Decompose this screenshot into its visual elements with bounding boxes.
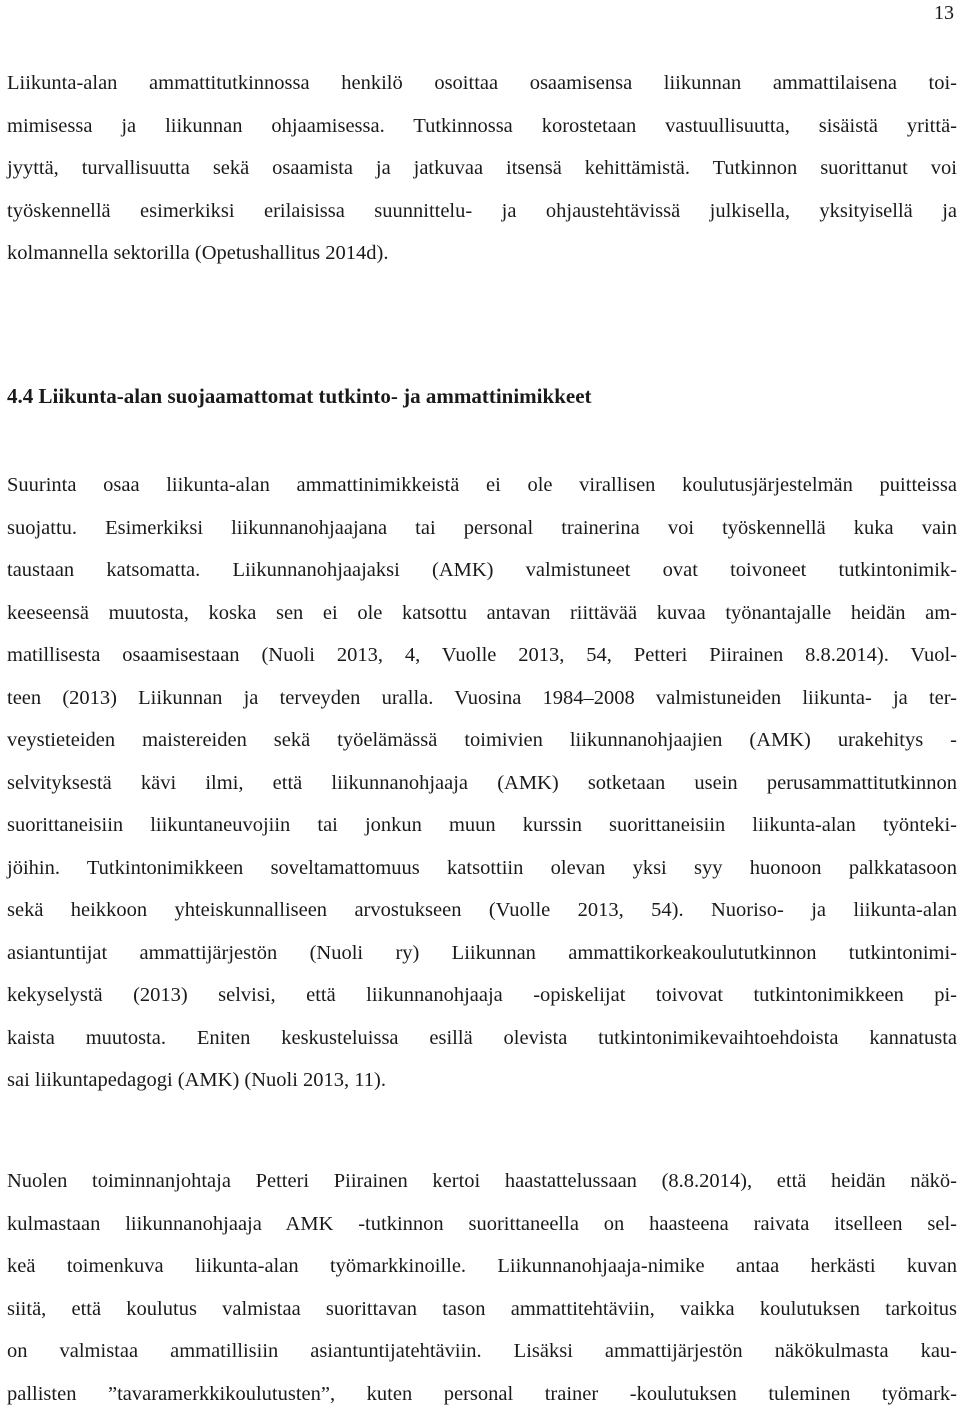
- text-line: suorittaneisiin liikuntaneuvojiin tai jonkun muun kurssin suorittaneisiin liikunta-alan työnteki-: [7, 804, 957, 847]
- text-line: taustaan katsomatta. Liikunnanohjaajaksi (AMK) valmistuneet ovat toivoneet tutkintonimik-: [7, 549, 957, 592]
- text-line: keeseensä muutosta, koska sen ei ole katsottu antavan riittävää kuvaa työnantajalle heidän am-: [7, 592, 957, 635]
- text-line: selvityksestä kävi ilmi, että liikunnanohjaaja (AMK) sotketaan usein perusammattitutkinnon: [7, 762, 957, 805]
- text-line: suojattu. Esimerkiksi liikunnanohjaajana tai personal trainerina voi työskennellä kuka vain: [7, 507, 957, 550]
- text-line: mimisessa ja liikunnan ohjaamisessa. Tutkinnossa korostetaan vastuullisuutta, sisäistä yrittä-: [7, 105, 957, 148]
- text-line: Suurinta osaa liikunta-alan ammattinimikkeistä ei ole virallisen koulutusjärjestelmän puitteissa: [7, 464, 957, 507]
- paragraph-degree-description: [7, 62, 957, 275]
- text-line: pallisten ”tavaramerkkikoulutusten”, kuten personal trainer -koulutuksen tuleminen työmark-: [7, 1373, 957, 1415]
- text-line: työskennellä esimerkiksi erilaisissa suunnittelu- ja ohjaustehtävissä julkisella, yksityisellä ja: [7, 190, 957, 233]
- text-line: Liikunta-alan ammattitutkinnossa henkilö osoittaa osaamisensa liikunnan ammattilaisena toi-: [7, 62, 957, 105]
- text-line: Nuolen toiminnanjohtaja Petteri Piirainen kertoi haastattelussaan (8.8.2014), että heidän näkö-: [7, 1160, 957, 1203]
- text-line: veystieteiden maistereiden sekä työelämässä toimivien liikunnanohjaajien (AMK) urakehitys -: [7, 719, 957, 762]
- paragraph-interview: [7, 1160, 957, 1415]
- text-line: on valmistaa ammatillisiin asiantuntijatehtäviin. Lisäksi ammattijärjestön näkökulmasta kau-: [7, 1330, 957, 1373]
- text-line: siitä, että koulutus valmistaa suorittavan tason ammattitehtäviin, vaikka koulutuksen tarkoitus: [7, 1288, 957, 1331]
- section-heading: 4.4 Liikunta-alan suojaamattomat tutkinto- ja ammattinimikkeet: [7, 376, 957, 416]
- paragraph-unprotected-titles: [7, 464, 957, 1102]
- text-line: kolmannella sektorilla (Opetushallitus 2014d).: [7, 232, 957, 275]
- text-line: kaista muutosta. Eniten keskusteluissa esillä olevista tutkintonimikevaihtoehdoista kannatusta: [7, 1017, 957, 1060]
- page-number: 13: [934, 0, 954, 26]
- text-line: jöihin. Tutkintonimikkeen soveltamattomuus katsottiin olevan yksi syy huonoon palkkatasoon: [7, 847, 957, 890]
- text-line: jyyttä, turvallisuutta sekä osaamista ja jatkuvaa itsensä kehittämistä. Tutkinnon suorittanut voi: [7, 147, 957, 190]
- text-line: matillisesta osaamisestaan (Nuoli 2013, 4, Vuolle 2013, 54, Petteri Piirainen 8.8.2014). Vuol-: [7, 634, 957, 677]
- text-line: keä toimenkuva liikunta-alan työmarkkinoille. Liikunnanohjaaja-nimike antaa herkästi kuvan: [7, 1245, 957, 1288]
- text-line: kekyselystä (2013) selvisi, että liikunnanohjaaja -opiskelijat toivovat tutkintonimikkeen pi-: [7, 974, 957, 1017]
- text-line: sai liikuntapedagogi (AMK) (Nuoli 2013, 11).: [7, 1059, 957, 1102]
- text-line: sekä heikkoon yhteiskunnalliseen arvostukseen (Vuolle 2013, 54). Nuoriso- ja liikunta-alan: [7, 889, 957, 932]
- text-line: teen (2013) Liikunnan ja terveyden uralla. Vuosina 1984–2008 valmistuneiden liikunta- ja ter-: [7, 677, 957, 720]
- text-line: asiantuntijat ammattijärjestön (Nuoli ry) Liikunnan ammattikorkeakoulututkinnon tutkintonimi-: [7, 932, 957, 975]
- text-line: kulmastaan liikunnanohjaaja AMK -tutkinnon suorittaneella on haasteena raivata itselleen sel-: [7, 1203, 957, 1246]
